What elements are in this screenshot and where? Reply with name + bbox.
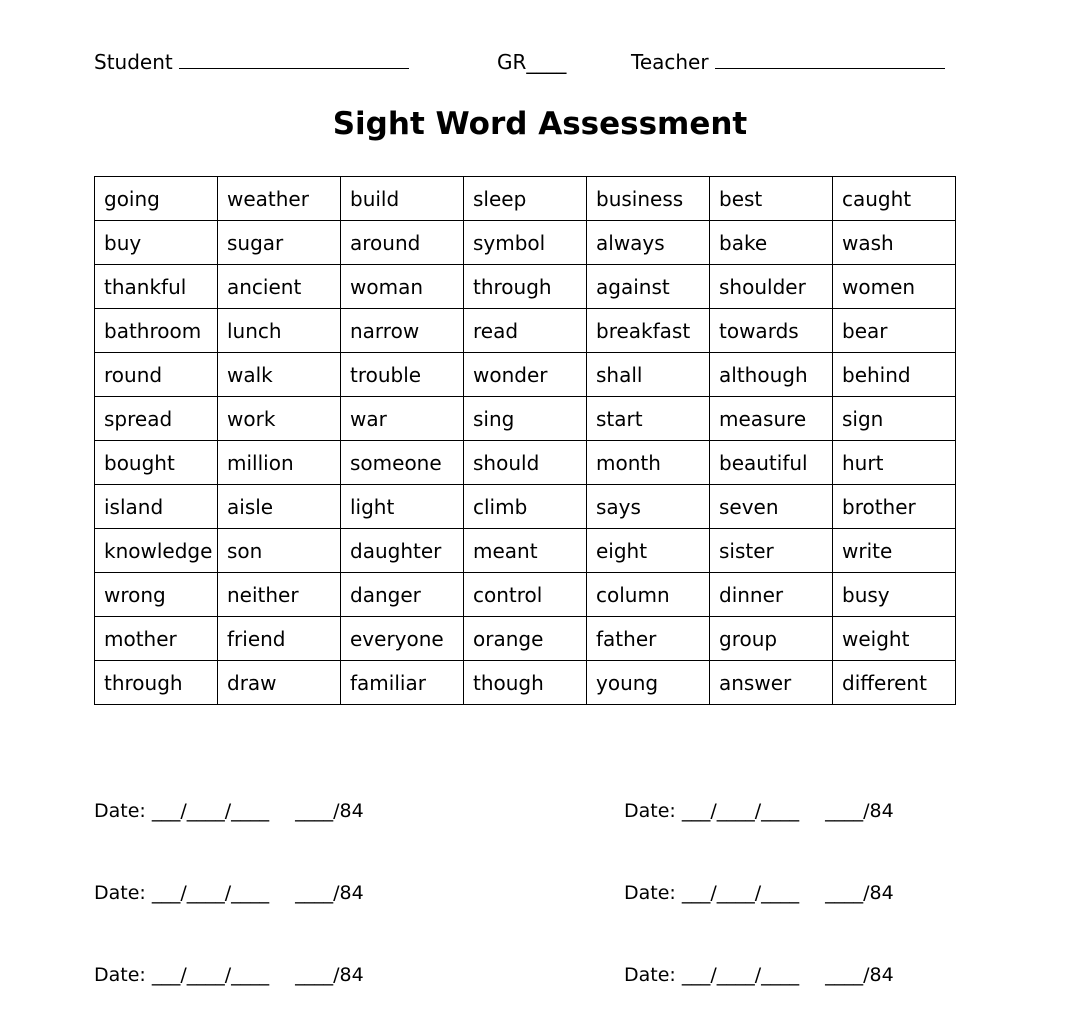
word-cell: hurt <box>833 441 956 485</box>
date-field: Date: ___/____/____ <box>624 800 800 822</box>
teacher-blank[interactable] <box>715 50 945 69</box>
score-field: ____/84 <box>825 882 894 904</box>
word-cell: seven <box>710 485 833 529</box>
word-cell: towards <box>710 309 833 353</box>
word-cell: father <box>587 617 710 661</box>
word-cell: busy <box>833 573 956 617</box>
word-cell: different <box>833 661 956 705</box>
word-cell: everyone <box>341 617 464 661</box>
word-cell: brother <box>833 485 956 529</box>
word-cell: island <box>95 485 218 529</box>
word-cell: round <box>95 353 218 397</box>
word-cell: knowledge <box>95 529 218 573</box>
word-cell: going <box>95 177 218 221</box>
word-cell: meant <box>464 529 587 573</box>
word-cell: sing <box>464 397 587 441</box>
word-cell: through <box>464 265 587 309</box>
date-field: Date: ___/____/____ <box>94 800 270 822</box>
word-cell: sister <box>710 529 833 573</box>
word-cell: mother <box>95 617 218 661</box>
word-cell: son <box>218 529 341 573</box>
table-row <box>95 221 956 265</box>
word-cell: neither <box>218 573 341 617</box>
word-cell: buy <box>95 221 218 265</box>
word-cell: sign <box>833 397 956 441</box>
word-cell: woman <box>341 265 464 309</box>
date-entry <box>624 881 894 905</box>
word-cell: read <box>464 309 587 353</box>
word-cell: start <box>587 397 710 441</box>
word-cell: wonder <box>464 353 587 397</box>
table-row <box>95 177 956 221</box>
word-cell: bathroom <box>95 309 218 353</box>
word-cell: beautiful <box>710 441 833 485</box>
word-cell: eight <box>587 529 710 573</box>
word-cell: wrong <box>95 573 218 617</box>
word-cell: says <box>587 485 710 529</box>
score-field: ____/84 <box>295 882 364 904</box>
word-cell: walk <box>218 353 341 397</box>
score-field: ____/84 <box>825 964 894 986</box>
word-cell: ancient <box>218 265 341 309</box>
word-cell: caught <box>833 177 956 221</box>
date-entry <box>624 799 894 823</box>
word-cell: weather <box>218 177 341 221</box>
word-cell: shall <box>587 353 710 397</box>
table-row <box>95 529 956 573</box>
word-cell: weight <box>833 617 956 661</box>
date-entry <box>94 963 364 987</box>
word-cell: million <box>218 441 341 485</box>
word-cell: symbol <box>464 221 587 265</box>
date-entry <box>94 799 364 823</box>
word-cell: around <box>341 221 464 265</box>
word-cell: through <box>95 661 218 705</box>
date-field: Date: ___/____/____ <box>624 964 800 986</box>
word-cell: light <box>341 485 464 529</box>
word-cell: although <box>710 353 833 397</box>
score-field: ____/84 <box>295 964 364 986</box>
word-cell: trouble <box>341 353 464 397</box>
student-blank[interactable] <box>179 50 409 69</box>
word-cell: sleep <box>464 177 587 221</box>
date-entry <box>94 881 364 905</box>
word-cell: though <box>464 661 587 705</box>
word-cell: aisle <box>218 485 341 529</box>
student-field <box>94 50 409 74</box>
word-cell: wash <box>833 221 956 265</box>
table-row <box>95 353 956 397</box>
table-row <box>95 265 956 309</box>
teacher-label: Teacher <box>631 50 709 74</box>
word-cell: women <box>833 265 956 309</box>
word-cell: measure <box>710 397 833 441</box>
word-cell: draw <box>218 661 341 705</box>
word-cell: build <box>341 177 464 221</box>
word-cell: control <box>464 573 587 617</box>
table-row <box>95 441 956 485</box>
table-row <box>95 309 956 353</box>
word-cell: business <box>587 177 710 221</box>
word-cell: dinner <box>710 573 833 617</box>
score-field: ____/84 <box>825 800 894 822</box>
word-cell: group <box>710 617 833 661</box>
student-label: Student <box>94 50 173 74</box>
date-field: Date: ___/____/____ <box>94 964 270 986</box>
word-cell: breakfast <box>587 309 710 353</box>
teacher-field <box>631 50 945 74</box>
word-cell: war <box>341 397 464 441</box>
word-cell: bake <box>710 221 833 265</box>
word-cell: behind <box>833 353 956 397</box>
grade-label: GR____ <box>497 50 567 74</box>
word-cell: should <box>464 441 587 485</box>
table-row <box>95 573 956 617</box>
word-cell: shoulder <box>710 265 833 309</box>
word-cell: answer <box>710 661 833 705</box>
table-row <box>95 661 956 705</box>
word-cell: column <box>587 573 710 617</box>
word-cell: always <box>587 221 710 265</box>
page-title: Sight Word Assessment <box>332 106 748 142</box>
word-cell: against <box>587 265 710 309</box>
table-row <box>95 617 956 661</box>
word-cell: thankful <box>95 265 218 309</box>
score-field: ____/84 <box>295 800 364 822</box>
word-cell: bought <box>95 441 218 485</box>
word-cell: lunch <box>218 309 341 353</box>
date-field: Date: ___/____/____ <box>624 882 800 904</box>
table-row <box>95 397 956 441</box>
word-cell: sugar <box>218 221 341 265</box>
date-field: Date: ___/____/____ <box>94 882 270 904</box>
table-row <box>95 485 956 529</box>
word-cell: bear <box>833 309 956 353</box>
word-cell: friend <box>218 617 341 661</box>
word-cell: someone <box>341 441 464 485</box>
word-cell: write <box>833 529 956 573</box>
sight-word-table <box>94 176 956 705</box>
date-entry <box>624 963 894 987</box>
word-cell: spread <box>95 397 218 441</box>
word-cell: daughter <box>341 529 464 573</box>
word-cell: climb <box>464 485 587 529</box>
word-cell: best <box>710 177 833 221</box>
word-cell: young <box>587 661 710 705</box>
word-cell: familiar <box>341 661 464 705</box>
word-cell: orange <box>464 617 587 661</box>
word-cell: work <box>218 397 341 441</box>
word-cell: danger <box>341 573 464 617</box>
word-cell: narrow <box>341 309 464 353</box>
word-cell: month <box>587 441 710 485</box>
